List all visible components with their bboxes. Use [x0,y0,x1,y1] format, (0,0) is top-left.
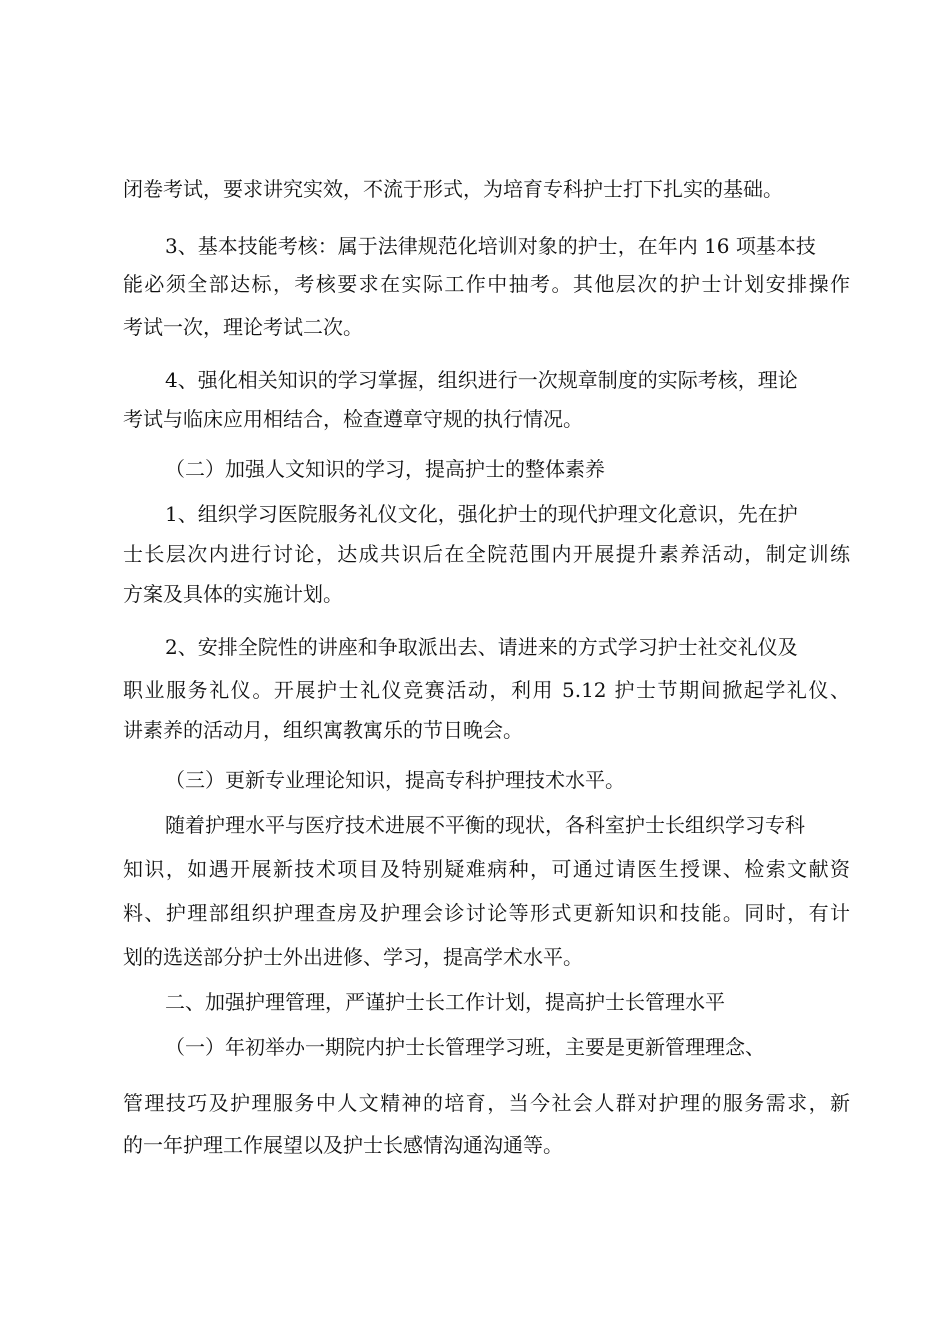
text-line: 4、强化相关知识的学习掌握，组织进行一次规章制度的实际考核，理论 [165,368,798,392]
text-line: 的一年护理工作展望以及护士长感情沟通沟通等。 [123,1133,563,1157]
section-heading: 二、加强护理管理，严谨护士长工作计划，提高护士长管理水平 [165,990,725,1014]
section-heading: （二）加强人文知识的学习，提高护士的整体素养 [165,457,605,481]
text-line: 料、护理部组织护理查房及护理会诊讨论等形式更新知识和技能。同时，有计 [123,901,850,925]
text-line: 管理技巧及护理服务中人文精神的培育，当今社会人群对护理的服务需求，新 [123,1091,850,1115]
text-line: 闭卷考试，要求讲究实效，不流于形式，为培育专科护士打下扎实的基础。 [123,177,783,201]
section-heading: （三）更新专业理论知识，提高专科护理技术水平。 [165,768,625,792]
section-heading: （一）年初举办一期院内护士长管理学习班，主要是更新管理理念、 [165,1035,765,1059]
text-line: 能必须全部达标，考核要求在实际工作中抽考。其他层次的护士计划安排操作 [123,272,850,296]
text-line: 随着护理水平与医疗技术进展不平衡的现状，各科室护士长组织学习专科 [165,813,805,837]
text-line: 1、组织学习医院服务礼仪文化，强化护士的现代护理文化意识，先在护 [165,502,798,526]
text-line: 方案及具体的实施计划。 [123,582,343,606]
text-line: 划的选送部分护士外出进修、学习，提高学术水平。 [123,945,583,969]
text-line: 考试一次，理论考试二次。 [123,315,363,339]
text-line: 考试与临床应用相结合，检查遵章守规的执行情况。 [123,407,583,431]
text-line: 3、基本技能考核：属于法律规范化培训对象的护士，在年内 16 项基本技 [165,234,816,258]
text-line: 讲素养的活动月，组织寓教寓乐的节日晚会。 [123,718,523,742]
text-line: 2、安排全院性的讲座和争取派出去、请进来的方式学习护士社交礼仪及 [165,635,798,659]
text-line: 知识，如遇开展新技术项目及特别疑难病种，可通过请医生授课、检索文献资 [123,857,850,881]
text-line: 士长层次内进行讨论，达成共识后在全院范围内开展提升素养活动，制定训练 [123,542,850,566]
text-line: 职业服务礼仪。开展护士礼仪竞赛活动，利用 5.12 护士节期间掀起学礼仪、 [123,678,850,702]
